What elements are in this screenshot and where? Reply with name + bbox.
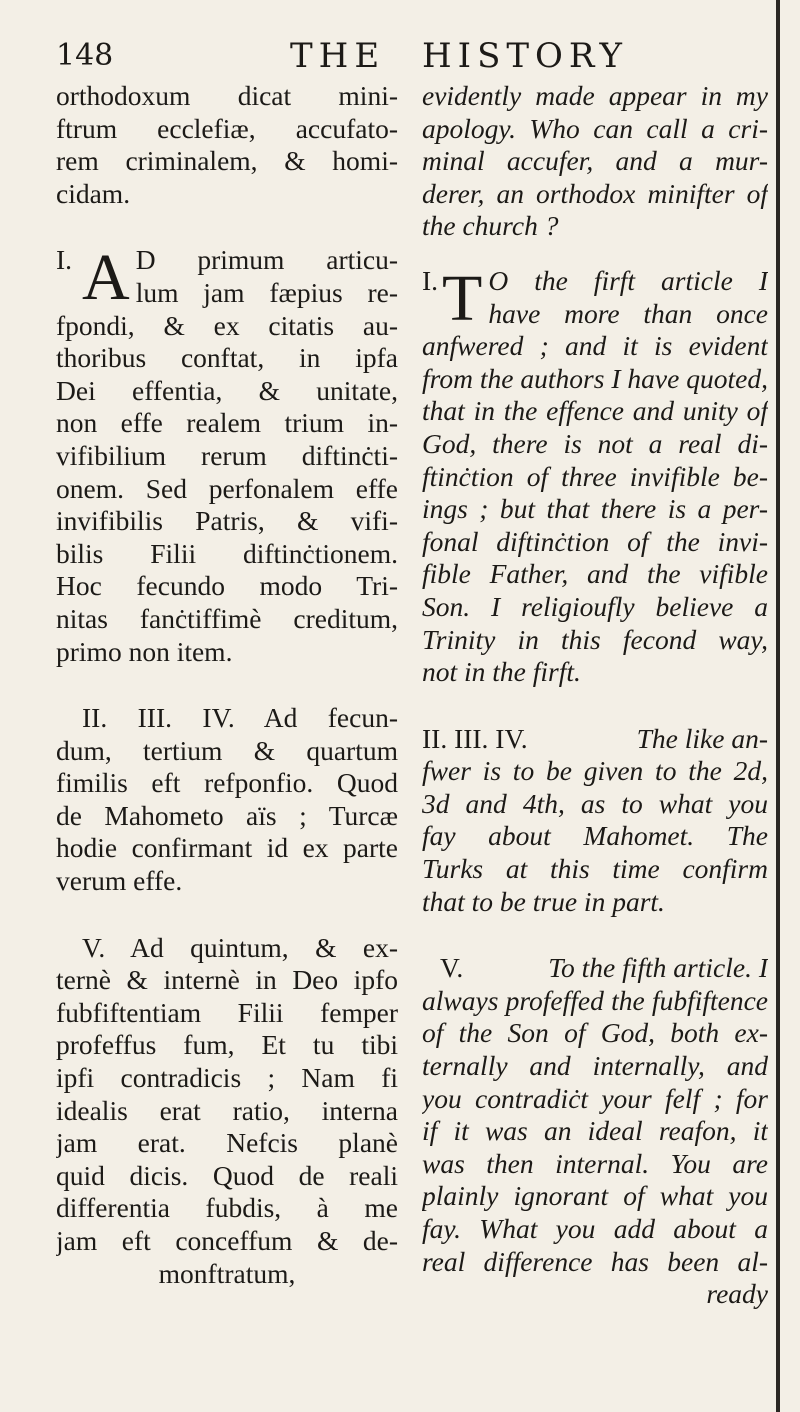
english-line xyxy=(422,723,768,756)
english-article-5 xyxy=(422,952,768,1311)
english-line: anfwered ; and it is evident xyxy=(422,330,768,362)
english-line: ings ; but that there is a per- xyxy=(422,493,768,525)
latin-article-5 xyxy=(56,932,398,1291)
english-column xyxy=(422,80,768,1311)
english-line: ternally and internally, and xyxy=(422,1050,768,1082)
latin-line: monftratum, xyxy=(158,1257,296,1289)
english-line: plainly ignorant of what you xyxy=(422,1180,768,1212)
latin-line: jam eft conceffum & de- xyxy=(56,1225,398,1256)
english-line: O the firft article I xyxy=(488,264,768,296)
english-line: fonal diftinċtion of the invi- xyxy=(422,525,768,557)
english-line: Son. I religioufly believe a xyxy=(422,590,768,622)
running-header xyxy=(0,36,800,86)
english-line: minal accufer, and a mur- xyxy=(422,145,768,177)
english-line: of the Son of God, both ex- xyxy=(422,1017,768,1049)
article-label: V. xyxy=(440,952,464,984)
latin-line: fubfiftentiam Filii femper xyxy=(56,996,398,1028)
latin-line: II. III. IV. Ad fecun- xyxy=(82,702,398,734)
latin-line: D primum articu- xyxy=(135,244,398,276)
drop-cap: T xyxy=(442,261,483,335)
english-line: real difference has been al- xyxy=(422,1245,768,1277)
latin-line: nitas fanċtiffimè creditum, xyxy=(56,602,398,634)
english-line: fay about Mahomet. The xyxy=(422,820,768,852)
article-label: I. xyxy=(56,244,73,276)
english-line: derer, an orthodox minifter of xyxy=(422,177,768,209)
latin-line: verum effe. xyxy=(56,865,183,897)
english-line: ready xyxy=(706,1278,768,1310)
latin-line: invifibilis Patris, & vifi- xyxy=(56,505,398,537)
latin-line: fimilis eft refponfio. Quod xyxy=(56,767,398,799)
latin-article-1 xyxy=(56,241,398,668)
english-line-text: To the fifth article. I xyxy=(548,952,768,984)
english-line: the church ? xyxy=(422,210,559,242)
english-line: if it was an ideal reafon, it xyxy=(422,1115,768,1147)
english-line: fible Father, and the vifible xyxy=(422,558,768,590)
english-line: that to be true in part. xyxy=(422,885,665,917)
english-line: Trinity in this fecond way, xyxy=(422,623,768,655)
latin-line: vifibilium rerum diftinċti- xyxy=(56,439,398,471)
english-line: ftinċtion of three invifible be- xyxy=(422,460,768,492)
latin-line: orthodoxum dicat mini- xyxy=(56,80,398,111)
latin-article-2-4 xyxy=(56,702,398,898)
english-line-text: The like an- xyxy=(636,722,768,754)
english-line: not in the firft. xyxy=(422,656,581,688)
latin-line: thoribus conftat, in ipfa xyxy=(56,342,398,374)
latin-line: cidam. xyxy=(56,177,131,209)
latin-line: ipfi contradicis ; Nam fi xyxy=(56,1062,398,1094)
article-label: II. III. IV. xyxy=(422,722,528,754)
latin-line: fpondi, & ex citatis au- xyxy=(56,309,398,341)
latin-line: dum, tertium & quartum xyxy=(56,734,398,766)
english-line: always profeffed the fubfiftence xyxy=(422,984,768,1016)
latin-line: hodie confirmant id ex parte xyxy=(56,832,398,864)
english-line: God, there is not a real di- xyxy=(422,427,768,459)
latin-line: V. Ad quintum, & ex- xyxy=(82,931,398,963)
english-line: you contradiċt your felf ; for xyxy=(422,1082,768,1114)
english-line: Turks at this time confirm xyxy=(422,853,768,885)
english-line: have more than once xyxy=(488,297,768,329)
english-line: was then internal. You are xyxy=(422,1147,768,1179)
article-label: I. xyxy=(422,264,439,296)
english-line: that in the effence and unity of xyxy=(422,395,768,427)
english-line: 3d and 4th, as to what you xyxy=(422,787,768,819)
english-article-1 xyxy=(422,261,768,689)
latin-line: bilis Filii diftinċtionem. xyxy=(56,537,398,569)
english-line: fay. What you add about a xyxy=(422,1213,768,1244)
english-line xyxy=(422,952,768,985)
latin-column xyxy=(56,80,398,1290)
english-line: from the authors I have quoted, xyxy=(422,362,768,394)
latin-line: onem. Sed perfonalem effe xyxy=(56,472,398,504)
latin-line: differentia fubdis, à me xyxy=(56,1192,398,1224)
english-line: evidently made appear in my xyxy=(422,80,768,111)
latin-line: profeffus fum, Et tu tibi xyxy=(56,1029,398,1061)
latin-line: ternè & internè in Deo ipfo xyxy=(56,964,398,996)
header-title-right: HISTORY xyxy=(422,36,628,76)
page-number: 148 xyxy=(56,38,114,73)
latin-line: ftrum ecclefiæ, accufato- xyxy=(56,112,398,144)
latin-line: Dei effentia, & unitate, xyxy=(56,374,398,406)
latin-line: lum jam fæpius re- xyxy=(135,276,398,308)
english-line: fwer is to be given to the 2d, xyxy=(422,755,768,787)
latin-line: quid dicis. Quod de reali xyxy=(56,1159,398,1191)
english-line: apology. Who can call a cri- xyxy=(422,112,768,144)
latin-line: jam erat. Nefcis planè xyxy=(56,1127,398,1159)
latin-line: Hoc fecundo modo Tri- xyxy=(56,570,398,602)
english-article-2-4 xyxy=(422,723,768,919)
page-edge-shadow xyxy=(776,0,780,1412)
latin-line: idealis erat ratio, interna xyxy=(56,1094,398,1126)
latin-line: primo non item. xyxy=(56,635,233,667)
latin-line: non effe realem trium in- xyxy=(56,407,398,439)
latin-line: rem criminalem, & homi- xyxy=(56,145,398,177)
drop-cap: A xyxy=(82,241,130,315)
latin-line: de Mahometo aïs ; Turcæ xyxy=(56,799,398,831)
header-title-left: THE xyxy=(290,36,386,76)
